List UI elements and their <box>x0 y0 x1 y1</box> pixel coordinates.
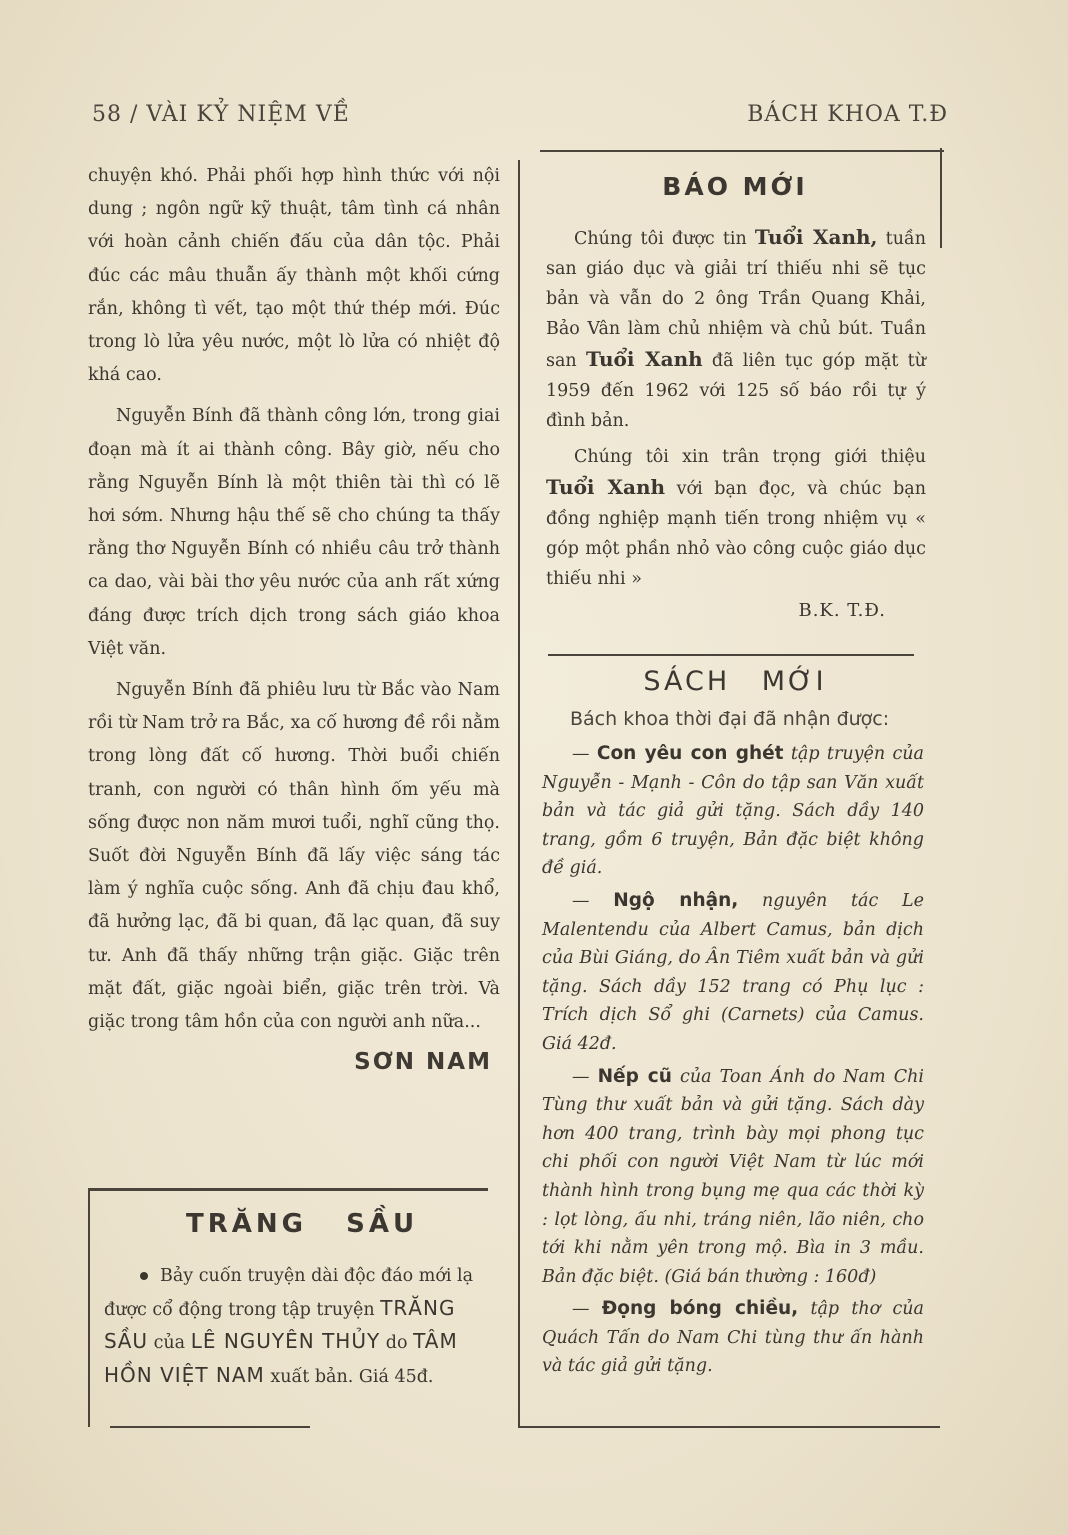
column-divider <box>518 160 520 1428</box>
bullet-icon <box>140 1272 148 1280</box>
ad-author: LÊ NGUYÊN THỦY <box>190 1329 381 1353</box>
ad-text: Bảy cuốn truyện dài độc đáo mới lạ được cổ động trong tập truyện TRĂNG SẦU của LÊ NGUYÊN THỦY do TÂM HỒN VIỆT NAM xuất bản. Giá 45đ. <box>104 1266 474 1387</box>
journal-name: BÁCH KHOA T.Đ <box>747 102 948 127</box>
author-signature: SƠN NAM <box>354 1049 492 1076</box>
list-item: — Ngộ nhận, nguyên tác Le Malentendu của Albert Camus, bản dịch của Bùi Giáng, do Ân Tiêm xuất bản và gửi tặng. Sách dầy 152 trang có Phụ lục : Trích dịch Sổ ghi (Carnets) của Camus. Giá 42đ. <box>542 889 924 1054</box>
trang-sau-ad-box <box>88 1188 488 1427</box>
book-list <box>542 740 924 1381</box>
rule <box>540 150 944 152</box>
list-item: — Con yêu con ghét tập truyện của Nguyễn - Mạnh - Côn do tập san Văn xuất bản và tác giả gửi tặng. Sách dầy 140 trang, gồm 6 truyện, Bản đặc biệt không đề giá. <box>542 743 924 879</box>
rule <box>940 148 942 248</box>
ad-book-title: TRĂNG SẦU <box>104 1295 456 1353</box>
editor-signature: B.K. T.Đ. <box>798 600 886 621</box>
running-header <box>92 102 948 132</box>
list-item: — Đọng bóng chiều, tập thơ của Quách Tấn do Nam Chi tùng thư ấn hành và tác giả gửi tặng. <box>542 1298 924 1377</box>
paragraph: Nguyễn Bính đã thành công lớn, trong giai đoạn mà ít ai thành công. Bây giờ, nếu cho rằng Nguyễn Bính là một thiên tài thì có lẽ hơi sớm. Nhưng hậu thế sẽ cho chúng ta thấy rằng thơ Nguyễn Bính có nhiều câu trở thành ca dao, vài bài thơ yêu nước của anh rất xứng đáng được trích dịch trong sách giáo khoa Việt văn. <box>88 406 500 659</box>
rule <box>548 654 914 656</box>
page-number-section: 58 / VÀI KỶ NIỆM VỀ <box>92 102 350 127</box>
rule <box>110 1426 310 1428</box>
paragraph: Chúng tôi được tin Tuổi Xanh, tuần san giáo dục và giải trí thiếu nhi sẽ tục bản và vẫn do 2 ông Trần Quang Khải, Bảo Vân làm chủ nhiệm và chủ bút. Tuần san Tuổi Xanh đã liên tục góp mặt từ 1959 đến 1962 với 125 số báo rồi tự ý đình bản. <box>546 225 926 431</box>
list-item: — Nếp cũ của Toan Ánh do Nam Chi Tùng thư xuất bản và gửi tặng. Sách dày hơn 400 trang, trình bày mọi phong tục chi phối con người Việt Nam từ lúc mới thành hình trong bụng mẹ qua các thời kỳ : lọt lòng, ấu nhi, tráng niên, lão niên, cho tới khi nằm yên trong mộ. Bìa in 3 mầu. Bản đặc biệt. (Giá bán thường : 160đ) <box>542 1065 924 1287</box>
paragraph: chuyện khó. Phải phối hợp hình thức với nội dung ; ngôn ngữ kỹ thuật, tâm tình cá nhân với hoàn cảnh chiến đấu của dân tộc. Phải đúc các mâu thuẫn ấy thành một khối cứng rắn, không tì vết, tạo một thứ thép mới. Đúc trong lò lửa yêu nước, một lò lửa có nhiệt độ khá cao. <box>88 166 500 386</box>
bao-moi-heading: BÁO MỚI <box>662 172 808 201</box>
left-column <box>88 160 500 1075</box>
ad-publisher: TÂM HỒN VIỆT NAM <box>104 1329 458 1387</box>
sach-moi-intro: Bách khoa thời đại đã nhận được: <box>570 708 890 730</box>
paragraph: Chúng tôi xin trân trọng giới thiệu Tuổi Xanh với bạn đọc, và chúc bạn đồng nghiệp mạnh tiến trong nhiệm vụ « góp một phần nhỏ vào công cuộc giáo dục thiếu nhi » <box>546 447 926 589</box>
paragraph: Nguyễn Bính đã phiêu lưu từ Bắc vào Nam rồi từ Nam trở ra Bắc, xa cố hương đề rồi nằm trong lòng đất cố hương. Thời buổi chiến tranh, con người có thân hình ốm yếu mà sống được non năm mươi tuổi, nghĩ cũng thọ. Suốt đời Nguyễn Bính đã lấy việc sáng tác làm ý nghĩa cuộc sống. Anh đã chịu đau khổ, đã hưởng lạc, đã bi quan, đã lạc quan, đã suy tư. Anh đã thấy những trận giặc. Giặc trên mặt đất, giặc ngoài biển, giặc trên trời. Và giặc trong tâm hồn của con người anh nữa... <box>88 680 500 1033</box>
rule <box>520 1426 940 1428</box>
bao-moi-body <box>546 222 926 626</box>
ad-title: TRĂNG SẦU <box>186 1209 419 1239</box>
sach-moi-heading: SÁCH MỚI <box>643 666 827 697</box>
